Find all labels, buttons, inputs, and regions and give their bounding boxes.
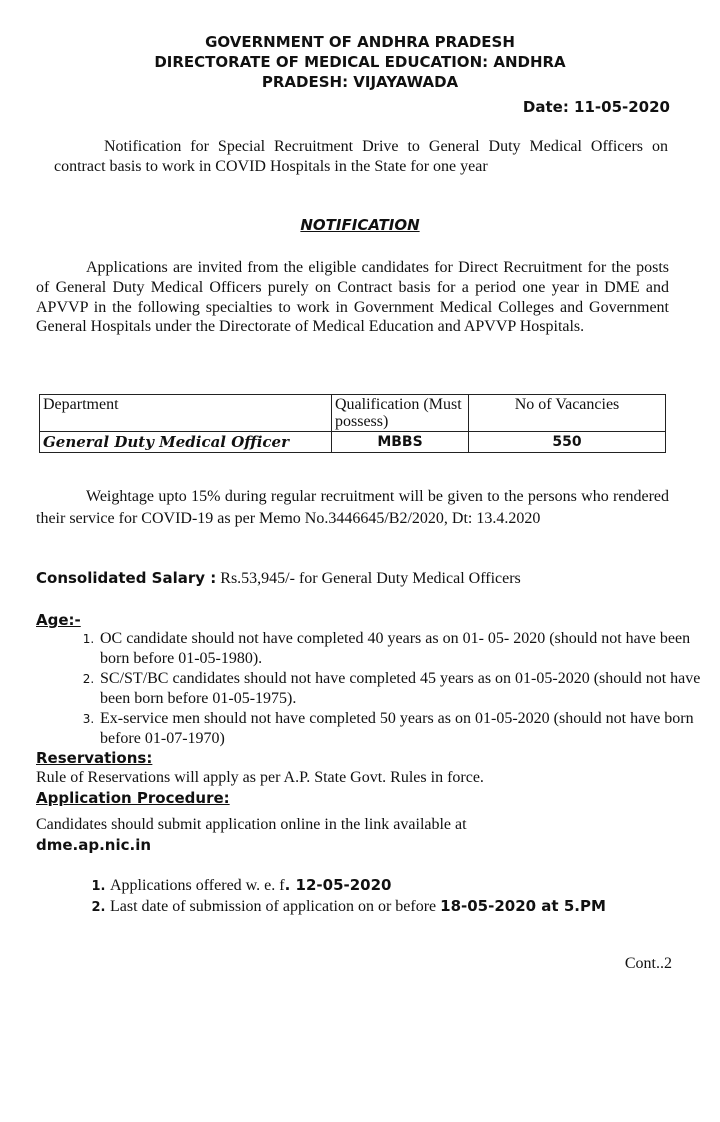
table-row [40,432,666,453]
header-qualification: Qualification (Must possess) [332,395,469,432]
salary-line [36,568,521,589]
cell-qualification: MBBS [332,432,469,453]
cell-vacancies: 550 [469,432,666,453]
header-line-1: GOVERNMENT OF ANDHRA PRADESH [205,33,515,51]
reservations-text: Rule of Reservations will apply as per A.P. State Govt. Rules in force. [36,769,484,786]
cell-department: General Duty Medical Officer [40,432,332,453]
list-item: 3. Ex-service men should not have completed 50 years as on 01-05-2020 (should not have born before 01-07-1970) [98,709,708,749]
list-item: 2. Last date of submission of application on or before 18-05-2020 at 5.PM [110,896,708,917]
vacancy-table [39,394,666,453]
header-line-2: DIRECTORATE OF MEDICAL EDUCATION: ANDHRA [154,53,566,71]
list-item: 1. Applications offered w. e. f. 12-05-2020 [110,875,708,896]
application-text: Candidates should submit application online in the link available at [36,816,467,833]
application-dates-list [72,875,708,917]
salary-label: Consolidated Salary : [36,569,217,587]
continued-marker: Cont..2 [624,955,672,972]
salary-value: Rs.53,945/- for General Duty Medical Officers [220,570,521,587]
age-list [60,629,708,749]
reservations-heading: Reservations: [36,749,153,767]
application-link: dme.ap.nic.in [36,836,152,854]
intro-paragraph: Applications are invited from the eligible candidates for Direct Recruitment for the posts of General Duty Medical Officers purely on Contract basis for a period one year in DME and APVVP in the following specialties to work in Government Medical Colleges and Government General Hospitals under the Directorate of Medical Education and APVVP Hospitals. [36,259,669,336]
notice-date: Date: 11-05-2020 [522,98,670,116]
list-item: 1. OC candidate should not have completed 40 years as on 01- 05- 2020 (should not have been born before 01-05-1980). [98,629,708,669]
header-department: Department [40,395,332,432]
weightage-paragraph: Weightage upto 15% during regular recruitment will be given to the persons who rendered their service for COVID-19 as per Memo No.3446645/B2/2020, Dt: 13.4.2020 [36,488,669,527]
age-heading: Age:- [36,611,81,629]
application-heading: Application Procedure: [36,789,230,807]
subject-text: Notification for Special Recruitment Drive to General Duty Medical Officers on contract basis to work in COVID Hospitals in the State for one year [54,138,668,175]
header-vacancies: No of Vacancies [469,395,666,432]
header-line-3: PRADESH: VIJAYAWADA [261,73,459,91]
list-item: 2. SC/ST/BC candidates should not have completed 45 years as on 01-05-2020 (should not have been born before 01-05-1975). [98,669,708,709]
table-header-row [40,395,666,432]
notification-title: NOTIFICATION [300,216,420,234]
